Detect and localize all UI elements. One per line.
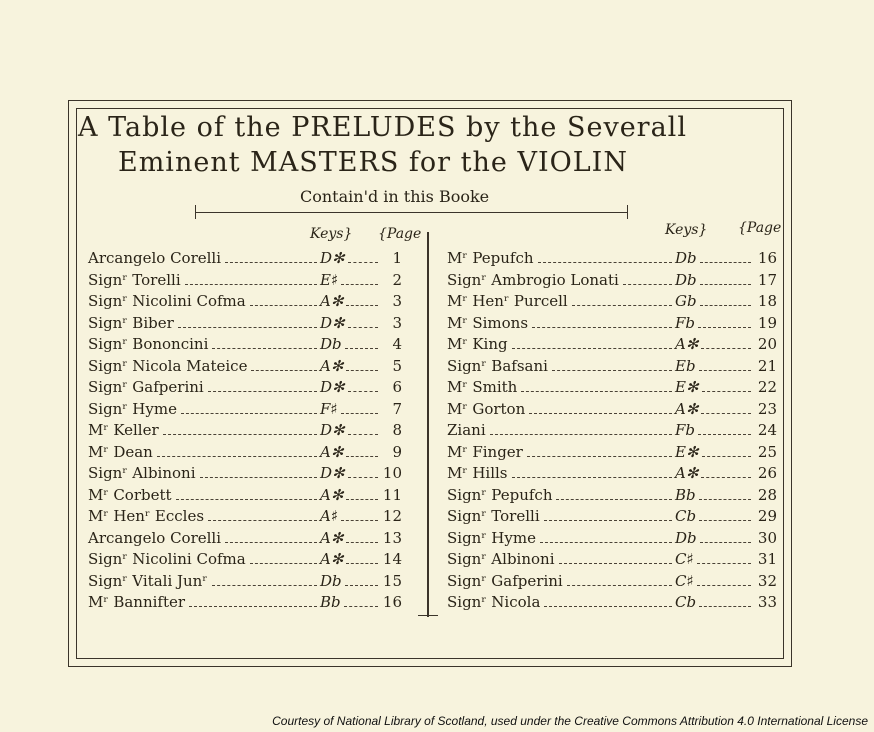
leader-dashes <box>251 370 317 371</box>
leader-dashes <box>185 284 317 285</box>
key-signature: E✻ <box>675 442 699 461</box>
left-column <box>88 248 418 614</box>
page-number: 12 <box>382 507 402 525</box>
page-number: 1 <box>392 249 402 267</box>
leader-dashes <box>521 391 672 392</box>
table-row <box>88 334 418 356</box>
leader-dashes <box>348 327 378 328</box>
leader-dashes <box>540 542 672 543</box>
leader-dashes <box>700 542 751 543</box>
table-row <box>447 291 782 313</box>
leader-dashes <box>250 563 317 564</box>
page-number: 3 <box>392 292 402 310</box>
master-name: Signʳ Gafperini <box>447 571 563 590</box>
leader-dashes <box>345 348 378 349</box>
divider-foot <box>418 615 438 616</box>
leader-dashes <box>701 477 751 478</box>
leader-dashes <box>250 305 317 306</box>
master-name: Mʳ Henʳ Purcell <box>447 292 568 310</box>
leader-dashes <box>697 585 751 586</box>
leader-dashes <box>699 370 751 371</box>
leader-dashes <box>559 563 673 564</box>
leader-dashes <box>225 262 317 263</box>
leader-dashes <box>538 262 672 263</box>
leader-dashes <box>700 305 751 306</box>
master-name: Signʳ Nicolini Cofma <box>88 292 246 310</box>
master-name: Mʳ Smith <box>447 378 518 396</box>
page-number: 22 <box>757 378 777 396</box>
page-number: 19 <box>757 313 777 332</box>
leader-dashes <box>490 434 672 435</box>
table-row <box>447 442 782 464</box>
leader-dashes <box>556 499 672 500</box>
key-signature: D✻ <box>320 464 345 482</box>
master-name: Signʳ Bafsani <box>447 356 548 375</box>
leader-dashes <box>552 370 672 371</box>
leader-dashes <box>348 391 378 392</box>
table-row <box>447 506 782 528</box>
leader-dashes <box>346 370 378 371</box>
page-number: 20 <box>757 335 777 353</box>
leader-dashes <box>700 262 751 263</box>
table-row <box>447 356 782 378</box>
table-row <box>88 528 418 550</box>
subtitle-rule <box>195 212 627 213</box>
leader-dashes <box>699 606 751 607</box>
leader-dashes <box>176 499 317 500</box>
master-name: Signʳ Pepufch <box>447 485 553 504</box>
key-signature: Gb <box>675 292 697 310</box>
master-name: Mʳ Finger <box>447 442 523 461</box>
right-page-header: {Page <box>738 220 782 236</box>
leader-dashes <box>699 499 751 500</box>
leader-dashes <box>200 477 318 478</box>
key-signature: A✻ <box>320 356 344 375</box>
master-name: Mʳ Pepufch <box>447 249 534 267</box>
page-number: 7 <box>392 399 402 418</box>
leader-dashes <box>698 327 751 328</box>
page-number: 31 <box>757 550 777 568</box>
master-name: Signʳ Torelli <box>88 270 181 289</box>
master-name: Signʳ Nicolini Cofma <box>88 550 246 568</box>
master-name: Signʳ Nicola <box>447 593 541 611</box>
master-name: Signʳ Hyme <box>447 528 536 547</box>
page-number: 2 <box>392 270 402 289</box>
table-row <box>88 399 418 421</box>
leader-dashes <box>212 585 317 586</box>
leader-dashes <box>348 262 378 263</box>
master-name: Signʳ Gafperini <box>88 378 204 396</box>
key-signature: D✻ <box>320 378 345 396</box>
table-row <box>447 592 782 614</box>
master-name: Mʳ Simons <box>447 313 529 332</box>
leader-dashes <box>697 563 751 564</box>
key-signature: A✻ <box>320 485 344 504</box>
master-name: Mʳ Corbett <box>88 485 172 504</box>
leader-dashes <box>529 413 672 414</box>
leader-dashes <box>181 413 317 414</box>
leader-dashes <box>544 606 672 607</box>
subtitle: Contain'd in this Booke <box>300 187 490 206</box>
master-name: Mʳ Dean <box>88 442 153 461</box>
key-signature: C♯ <box>675 550 694 568</box>
key-signature: A✻ <box>675 464 699 482</box>
leader-dashes <box>698 434 751 435</box>
key-signature: D✻ <box>320 421 345 439</box>
right-keys-header: Keys} <box>665 222 708 238</box>
table-row <box>447 270 782 292</box>
key-signature: Db <box>675 528 697 547</box>
credit-line: Courtesy of National Library of Scotland, used under the Creative Commons Attribution 4.0 International License <box>272 714 868 728</box>
page-number: 33 <box>757 593 777 611</box>
leader-dashes <box>345 585 378 586</box>
key-signature: Db <box>320 571 342 590</box>
page-number: 17 <box>757 270 777 289</box>
key-signature: Db <box>320 335 342 353</box>
master-name: Signʳ Torelli <box>447 507 540 525</box>
leader-dashes <box>346 563 378 564</box>
leader-dashes <box>348 434 378 435</box>
table-row <box>88 463 418 485</box>
leader-dashes <box>346 542 378 543</box>
page-number: 6 <box>392 378 402 396</box>
leader-dashes <box>225 542 317 543</box>
page-number: 21 <box>757 356 777 375</box>
right-column <box>447 248 782 614</box>
leader-dashes <box>512 348 672 349</box>
master-name: Arcangelo Corelli <box>88 249 222 267</box>
leader-dashes <box>346 456 378 457</box>
table-row <box>88 291 418 313</box>
leader-dashes <box>544 520 672 521</box>
leader-dashes <box>702 456 751 457</box>
table-row <box>447 571 782 593</box>
table-row <box>88 506 418 528</box>
column-divider <box>427 232 429 617</box>
page-number: 29 <box>757 507 777 525</box>
page-number: 5 <box>392 356 402 375</box>
table-row <box>447 463 782 485</box>
key-signature: A♯ <box>320 507 339 525</box>
key-signature: Eb <box>675 356 696 375</box>
page-number: 14 <box>382 550 402 568</box>
table-row <box>88 377 418 399</box>
page-number: 16 <box>757 249 777 267</box>
table-row <box>447 313 782 335</box>
key-signature: F♯ <box>320 399 338 418</box>
leader-dashes <box>572 305 672 306</box>
left-keys-header: Keys} <box>310 226 353 242</box>
table-row <box>88 313 418 335</box>
key-signature: Db <box>675 249 697 267</box>
table-row <box>88 485 418 507</box>
leader-dashes <box>208 520 317 521</box>
leader-dashes <box>341 413 378 414</box>
table-row <box>88 549 418 571</box>
rule-cap-right <box>627 205 628 219</box>
leader-dashes <box>512 477 672 478</box>
title-line-2: Eminent MASTERS for the VIOLIN <box>118 147 628 178</box>
leader-dashes <box>702 391 751 392</box>
page-number: 26 <box>757 464 777 482</box>
page-number: 10 <box>382 464 402 482</box>
leader-dashes <box>701 413 751 414</box>
master-name: Mʳ Henʳ Eccles <box>88 507 205 525</box>
leader-dashes <box>344 606 378 607</box>
table-row <box>447 549 782 571</box>
table-row <box>447 334 782 356</box>
key-signature: A✻ <box>320 292 344 310</box>
table-row <box>88 356 418 378</box>
leader-dashes <box>699 520 751 521</box>
key-signature: Cb <box>675 593 697 611</box>
table-row <box>88 270 418 292</box>
table-row <box>88 592 418 614</box>
leader-dashes <box>157 456 317 457</box>
master-name: Signʳ Nicola Mateice <box>88 356 248 375</box>
key-signature: D✻ <box>320 313 345 332</box>
master-name: Signʳ Hyme <box>88 399 177 418</box>
page-number: 3 <box>392 313 402 332</box>
key-signature: A✻ <box>675 335 699 353</box>
page-number: 16 <box>382 593 402 611</box>
master-name: Signʳ Ambrogio Lonati <box>447 270 619 289</box>
table-row <box>447 377 782 399</box>
key-signature: A✻ <box>320 442 344 461</box>
master-name: Signʳ Bononcini <box>88 335 209 353</box>
leader-dashes <box>532 327 672 328</box>
key-signature: Fb <box>675 313 696 332</box>
left-page-header: {Page <box>378 226 422 242</box>
master-name: Arcangelo Corelli <box>88 528 222 547</box>
key-signature: A✻ <box>320 528 344 547</box>
rule-cap-left <box>195 205 196 219</box>
leader-dashes <box>567 585 672 586</box>
leader-dashes <box>341 284 378 285</box>
page-number: 24 <box>757 421 777 439</box>
table-row <box>447 528 782 550</box>
page-number: 28 <box>757 485 777 504</box>
leader-dashes <box>346 305 378 306</box>
leader-dashes <box>208 391 317 392</box>
leader-dashes <box>341 520 378 521</box>
leader-dashes <box>346 499 378 500</box>
master-name: Signʳ Biber <box>88 313 174 332</box>
table-row <box>447 248 782 270</box>
page-number: 25 <box>757 442 777 461</box>
table-row <box>447 399 782 421</box>
table-row <box>88 571 418 593</box>
key-signature: Cb <box>675 507 697 525</box>
master-name: Ziani <box>447 421 486 439</box>
key-signature: D✻ <box>320 249 345 267</box>
master-name: Signʳ Vitali Junʳ <box>88 571 208 590</box>
leader-dashes <box>700 284 751 285</box>
leader-dashes <box>178 327 317 328</box>
leader-dashes <box>189 606 317 607</box>
page-number: 18 <box>757 292 777 310</box>
key-signature: Db <box>675 270 697 289</box>
leader-dashes <box>163 434 317 435</box>
master-name: Mʳ Bannifter <box>88 593 186 611</box>
table-row <box>447 420 782 442</box>
page-number: 32 <box>757 571 777 590</box>
leader-dashes <box>212 348 317 349</box>
leader-dashes <box>527 456 672 457</box>
key-signature: E✻ <box>675 378 699 396</box>
leader-dashes <box>701 348 751 349</box>
key-signature: A✻ <box>675 399 699 418</box>
master-name: Mʳ King <box>447 335 508 353</box>
leader-dashes <box>348 477 378 478</box>
master-name: Mʳ Hills <box>447 464 508 482</box>
key-signature: C♯ <box>675 571 694 590</box>
page-number: 9 <box>392 442 402 461</box>
key-signature: Fb <box>675 421 696 439</box>
page-number: 11 <box>382 485 402 504</box>
key-signature: E♯ <box>320 270 339 289</box>
master-name: Mʳ Keller <box>88 421 159 439</box>
master-name: Signʳ Albinoni <box>447 550 555 568</box>
page-number: 13 <box>382 528 402 547</box>
key-signature: Bb <box>320 593 341 611</box>
table-row <box>88 420 418 442</box>
master-name: Signʳ Albinoni <box>88 464 196 482</box>
page-number: 4 <box>392 335 402 353</box>
page-number: 15 <box>382 571 402 590</box>
master-name: Mʳ Gorton <box>447 399 526 418</box>
leader-dashes <box>623 284 672 285</box>
page-number: 8 <box>392 421 402 439</box>
key-signature: Bb <box>675 485 696 504</box>
page-number: 30 <box>757 528 777 547</box>
key-signature: A✻ <box>320 550 344 568</box>
table-row <box>88 442 418 464</box>
table-row <box>88 248 418 270</box>
page-number: 23 <box>757 399 777 418</box>
table-row <box>447 485 782 507</box>
title-line-1: A Table of the PRELUDES by the Severall <box>78 112 687 143</box>
